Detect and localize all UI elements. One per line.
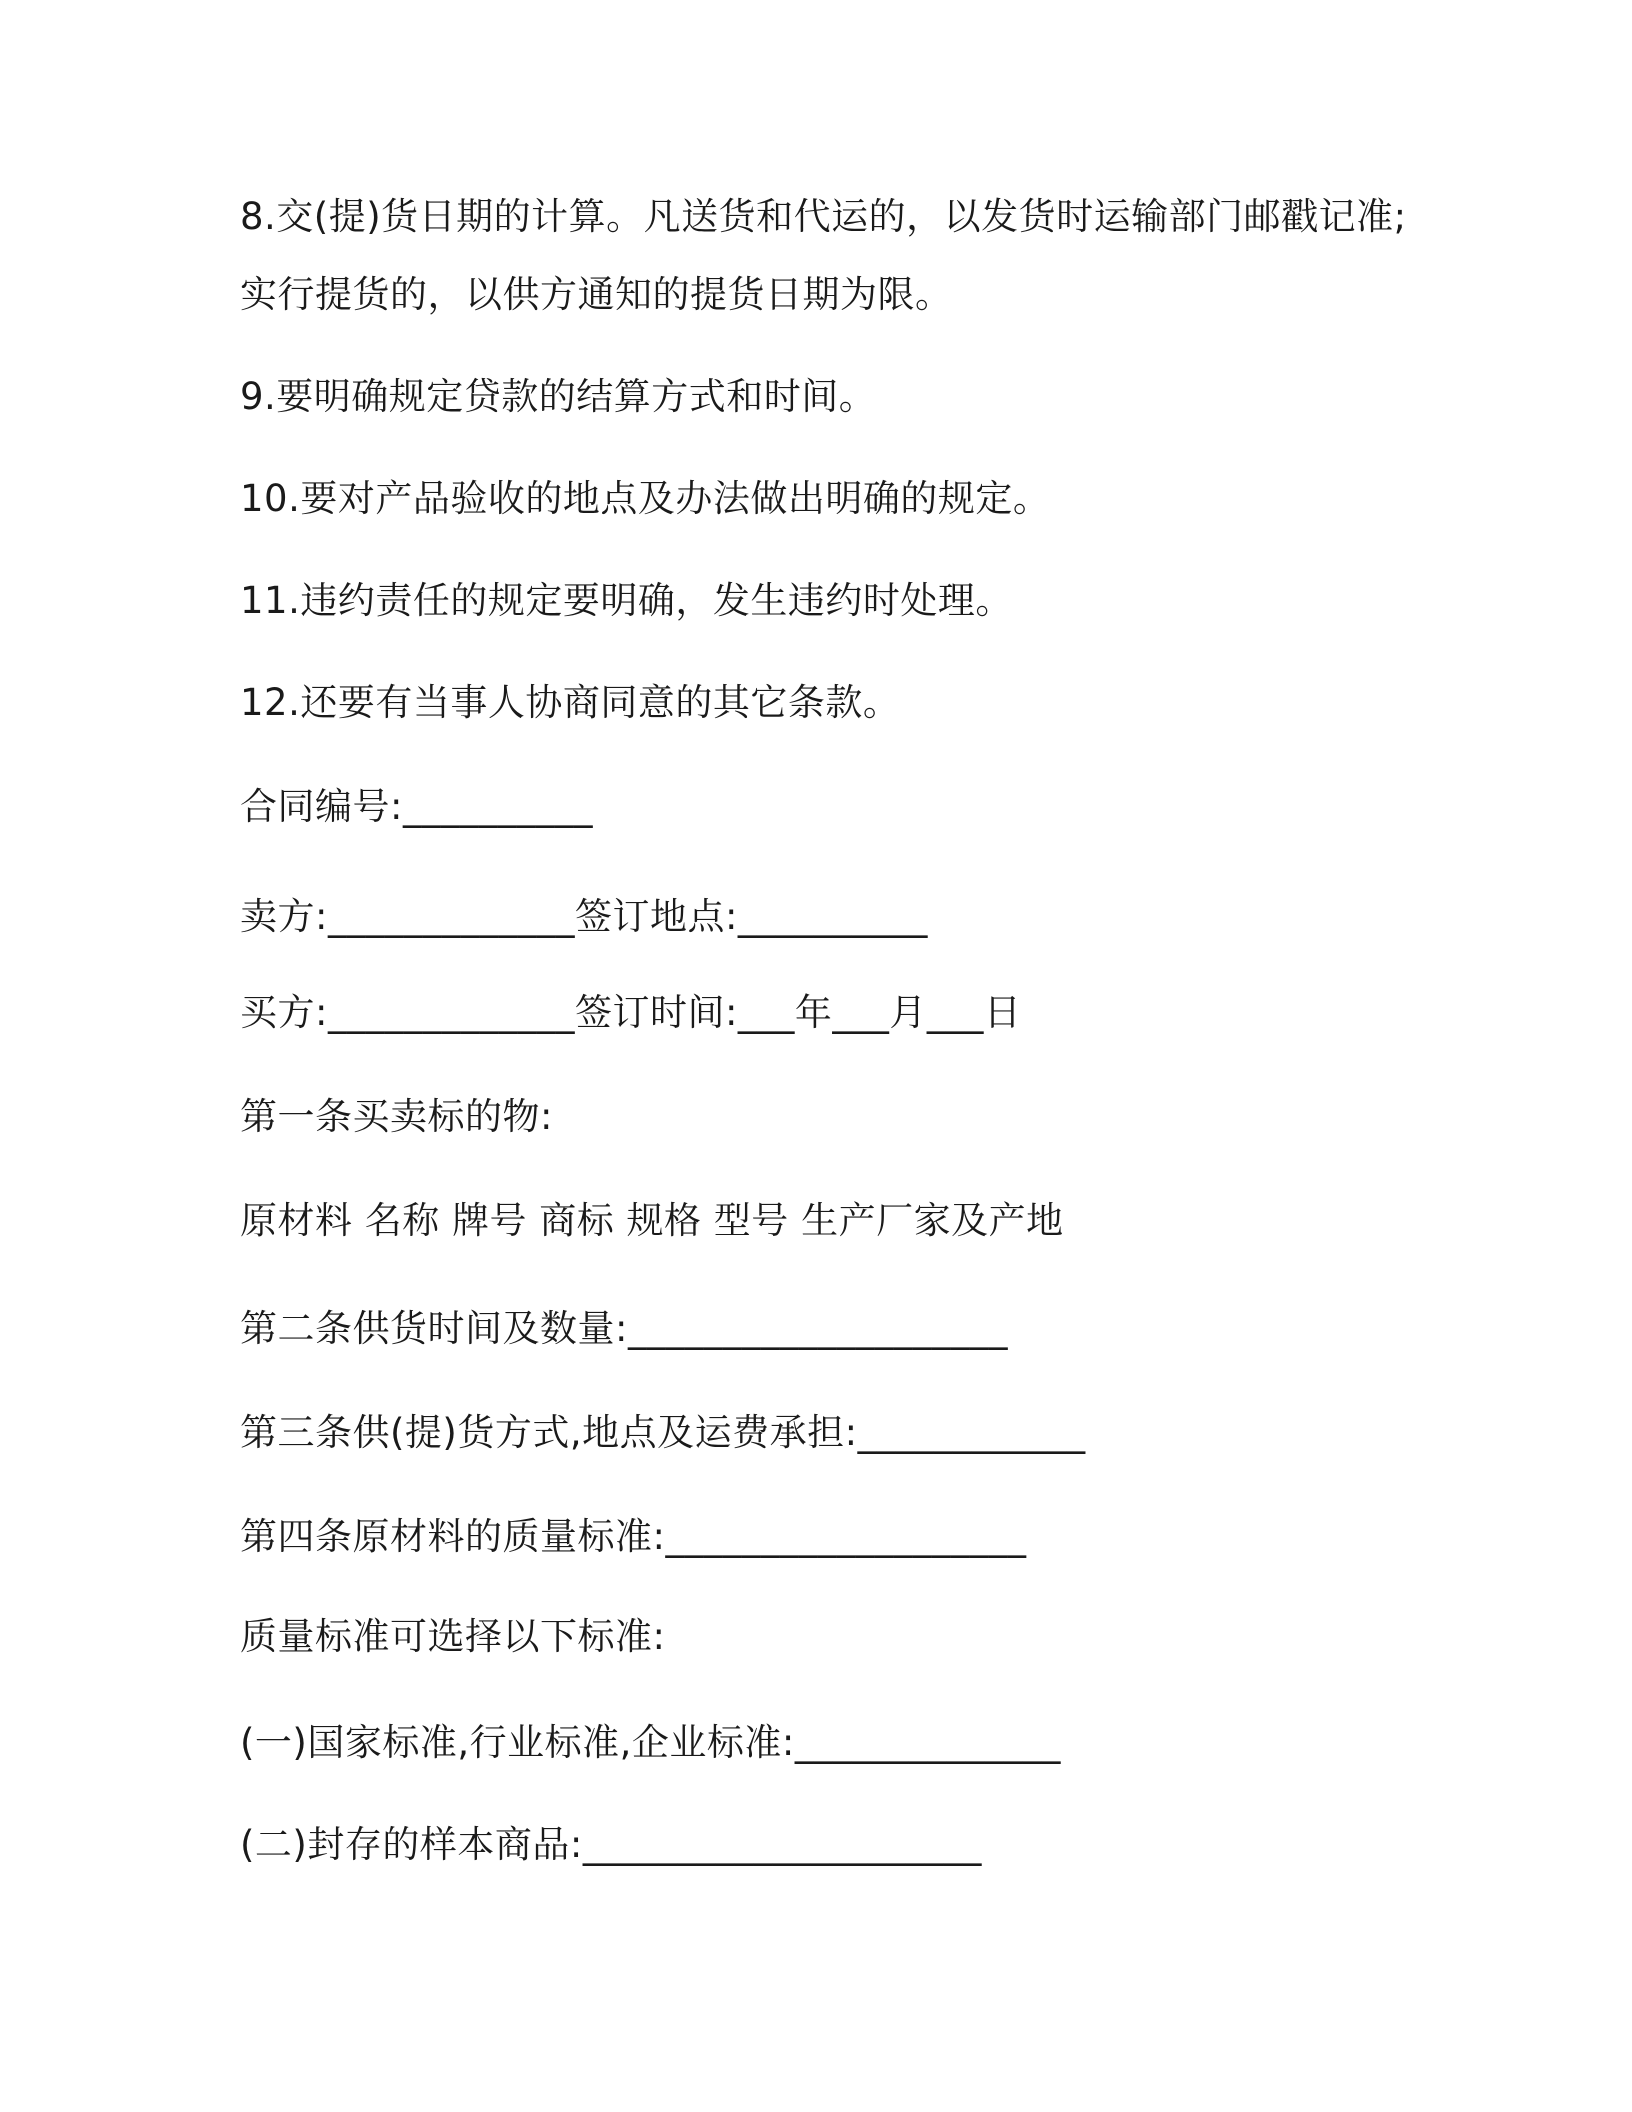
quality-option-1-field: (一)国家标准,行业标准,企业标准:______________ [240, 1721, 1061, 1764]
article-2-field: 第二条供货时间及数量:____________________ [240, 1307, 1008, 1350]
article-1-columns: 原材料 名称 牌号 商标 规格 型号 生产厂家及产地 [240, 1199, 1064, 1242]
seller-signing-place-field: 卖方:_____________签订地点:__________ [240, 895, 928, 938]
article-1-heading: 第一条买卖标的物: [240, 1095, 553, 1138]
clause-12: 12.还要有当事人协商同意的其它条款。 [240, 681, 901, 724]
quality-option-2-field: (二)封存的样本商品:_____________________ [240, 1823, 982, 1866]
article-4-field: 第四条原材料的质量标准:___________________ [240, 1515, 1027, 1558]
article-3-field: 第三条供(提)货方式,地点及运费承担:____________ [240, 1411, 1086, 1454]
clause-10: 10.要对产品验收的地点及办法做出明确的规定。 [240, 477, 1051, 520]
clause-11: 11.违约责任的规定要明确，发生违约时处理。 [240, 579, 1013, 622]
clause-8-line-1: 8.交(提)货日期的计算。凡送货和代运的，以发货时运输部门邮戳记准; [240, 195, 1407, 238]
quality-standard-heading: 质量标准可选择以下标准: [240, 1615, 666, 1658]
clause-8-line-2: 实行提货的，以供方通知的提货日期为限。 [240, 273, 953, 316]
clause-9: 9.要明确规定贷款的结算方式和时间。 [240, 375, 877, 418]
contract-number-field: 合同编号:__________ [240, 785, 593, 828]
buyer-signing-date-field: 买方:_____________签订时间:___年___月___日 [240, 991, 1022, 1034]
